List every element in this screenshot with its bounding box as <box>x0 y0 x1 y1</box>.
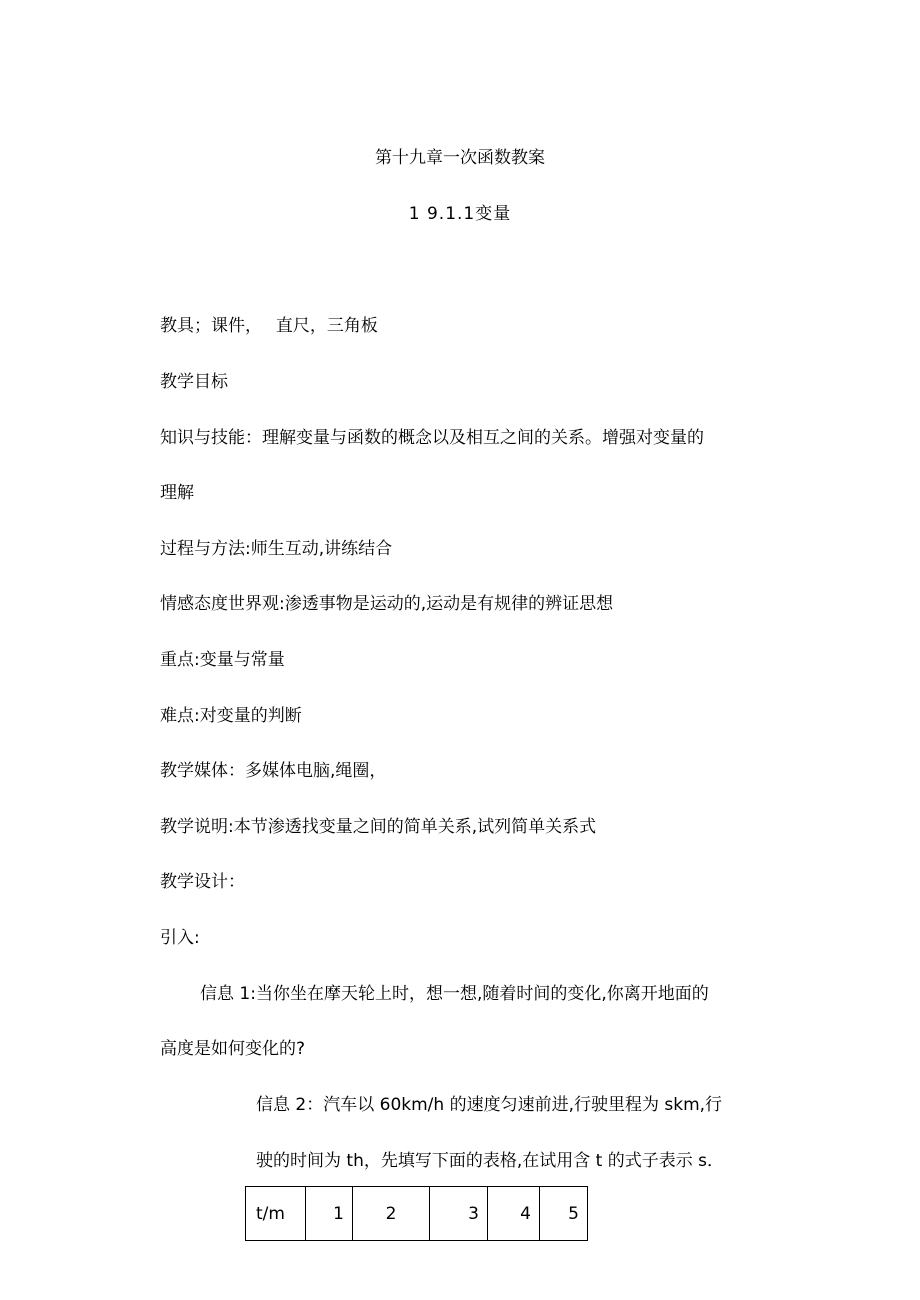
paragraph-key-point: 重点:变量与常量 <box>160 650 285 670</box>
paragraph-intro-heading: 引入: <box>160 928 200 948</box>
paragraph-media: 教学媒体：多媒体电脑,绳圈， <box>160 761 387 781</box>
paragraph-attitude: 情感态度世界观:渗透事物是运动的,运动是有规律的辨证思想 <box>160 594 614 614</box>
table-cell: 2 <box>353 1187 430 1241</box>
data-table <box>245 1186 588 1241</box>
paragraph-design-heading: 教学设计： <box>160 872 245 892</box>
table-row <box>246 1187 588 1241</box>
paragraph-info2: 信息 2：汽车以 60km/h 的速度匀速前进,行驶里程为 skm,行 <box>256 1095 723 1115</box>
doc-subtitle: 1 9.1.1变量 <box>408 204 512 224</box>
table-cell: 3 <box>430 1187 488 1241</box>
table-cell: 4 <box>488 1187 540 1241</box>
paragraph-difficulty: 难点:对变量的判断 <box>160 706 302 726</box>
paragraph-tools: 教具；课件， 直尺，三角板 <box>160 316 378 336</box>
paragraph-process: 过程与方法:师生互动,讲练结合 <box>160 539 393 559</box>
table-cell: t/m <box>246 1187 306 1241</box>
paragraph-knowledge: 知识与技能：理解变量与函数的概念以及相互之间的关系。增强对变量的 <box>160 428 704 448</box>
paragraph-knowledge-cont: 理解 <box>160 483 194 503</box>
paragraph-objectives-heading: 教学目标 <box>160 372 228 392</box>
paragraph-info1-cont: 高度是如何变化的? <box>160 1039 306 1059</box>
table-cell: 5 <box>540 1187 588 1241</box>
paragraph-info2-cont: 驶的时间为 th，先填写下面的表格,在试用含 t 的式子表示 s． <box>256 1151 724 1171</box>
paragraph-info1: 信息 1:当你坐在摩天轮上时，想一想,随着时间的变化,你离开地面的 <box>200 984 709 1004</box>
paragraph-notes: 教学说明:本节渗透找变量之间的简单关系,试列简单关系式 <box>160 817 597 837</box>
doc-title: 第十九章一次函数教案 <box>375 148 545 168</box>
table-cell: 1 <box>306 1187 353 1241</box>
